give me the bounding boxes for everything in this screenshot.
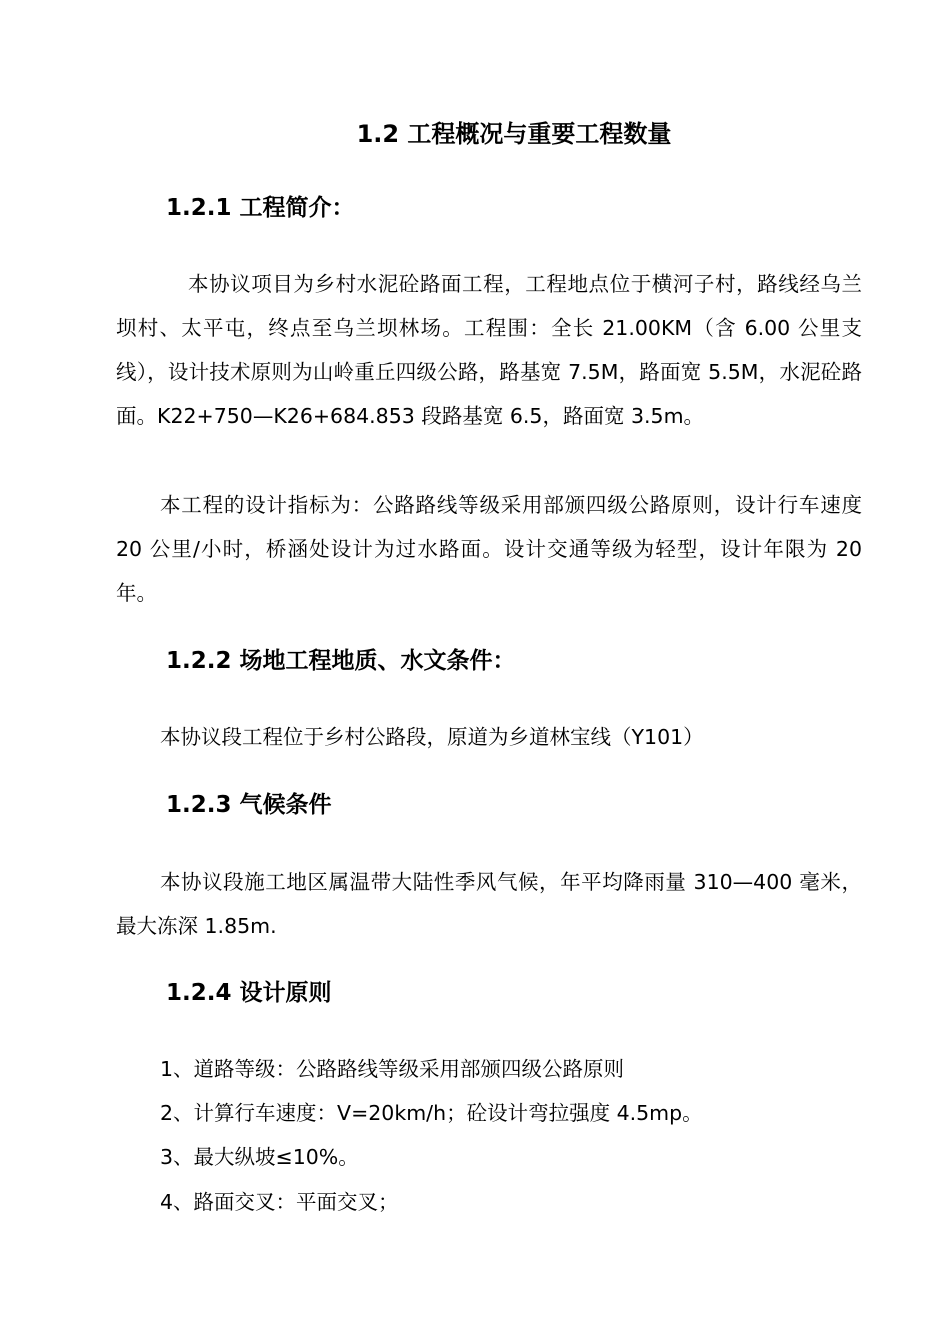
list-item: 3、最大纵坡≤10%。	[160, 1145, 359, 1169]
paragraph-geology-hydrology: 本协议段工程位于乡村公路段，原道为乡道林宝线（Y101）	[160, 725, 704, 749]
page-title: 1.2 工程概况与重要工程数量	[356, 120, 672, 148]
section-heading-climate: 1.2.3 气候条件	[166, 792, 332, 818]
list-item: 1、道路等级：公路路线等级采用部颁四级公路原则	[160, 1057, 625, 1081]
paragraph-project-intro: 本协议项目为乡村水泥砼路面工程，工程地点位于横河子村，路线经乌兰坝村、太平屯，终点至乌兰坝林场。工程围：全长 21.00KM（含 6.00 公里支线），设计技术原则为山岭重丘四级公路，路基宽 7.5M，路面宽 5.5M，水泥砼路面。K22+750—K26+684.853 段路基宽 6.5，路面宽 3.5m。	[116, 272, 862, 428]
list-item: 2、计算行车速度：V=20km/h；砼设计弯拉强度 4.5mp。	[160, 1101, 703, 1125]
section-heading-design-principles: 1.2.4 设计原则	[166, 980, 332, 1006]
section-heading-geology-hydrology: 1.2.2 场地工程地质、水文条件：	[166, 648, 516, 674]
section-heading-project-intro: 1.2.1 工程简介：	[166, 195, 355, 221]
paragraph-design-indicators: 本工程的设计指标为：公路路线等级采用部颁四级公路原则，设计行车速度 20 公里/小时，桥涵处设计为过水路面。设计交通等级为轻型，设计年限为 20 年。	[116, 493, 862, 605]
list-item: 4、路面交叉：平面交叉；	[160, 1190, 399, 1214]
paragraph-climate: 本协议段施工地区属温带大陆性季风气候，年平均降雨量 310—400 毫米，最大冻深 1.85m.	[116, 870, 862, 938]
